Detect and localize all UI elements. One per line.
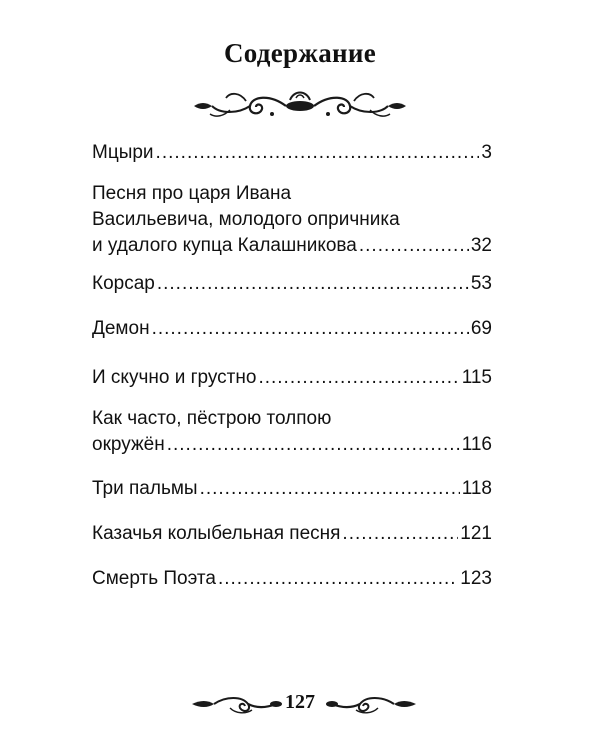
dot-leader bbox=[167, 432, 460, 458]
dot-leader bbox=[218, 566, 458, 592]
page-title: Содержание bbox=[223, 38, 377, 68]
dot-leader bbox=[200, 476, 460, 502]
toc-entry[interactable] bbox=[92, 365, 492, 391]
toc-page-number: 123 bbox=[460, 568, 492, 589]
toc-entry-title: Казачья колыбельная песня bbox=[92, 523, 341, 544]
page-number: 127 bbox=[285, 691, 315, 713]
toc-page-number: 53 bbox=[470, 273, 492, 294]
toc-page-number: 116 bbox=[461, 434, 492, 455]
toc-page-number: 69 bbox=[470, 318, 492, 339]
toc-entry[interactable] bbox=[92, 521, 492, 547]
toc-entry-title: Смерть Поэта bbox=[92, 568, 216, 589]
dot-leader bbox=[342, 521, 458, 547]
floral-divider-icon bbox=[190, 84, 410, 124]
toc-entry[interactable] bbox=[92, 271, 492, 297]
toc-entry-title: и удалого купца Калашникова bbox=[92, 235, 357, 256]
toc-page-number: 115 bbox=[461, 367, 492, 388]
toc-entry-title: Три пальмы bbox=[92, 478, 198, 499]
toc-entry[interactable] bbox=[92, 476, 492, 502]
toc-page-number: 118 bbox=[461, 478, 492, 499]
toc-entry-title: Васильевича, молодого опричника bbox=[92, 209, 400, 230]
toc-entry-title: Корсар bbox=[92, 273, 155, 294]
toc-entry-title: Как часто, пёстрою толпою bbox=[92, 408, 332, 429]
toc-page-number: 32 bbox=[470, 235, 492, 256]
toc-entry[interactable] bbox=[92, 406, 492, 458]
toc-entry[interactable] bbox=[92, 181, 492, 259]
toc-entry-title: И скучно и грустно bbox=[92, 367, 257, 388]
toc-entry[interactable] bbox=[92, 566, 492, 592]
dot-leader bbox=[258, 365, 459, 391]
toc-page-number: 3 bbox=[481, 142, 492, 163]
dot-leader bbox=[359, 233, 469, 259]
dot-leader bbox=[157, 271, 469, 297]
toc-entry-title: Демон bbox=[92, 318, 150, 339]
dot-leader bbox=[156, 140, 480, 166]
dot-leader bbox=[152, 316, 469, 342]
toc-entry-title: Песня про царя Ивана bbox=[92, 183, 292, 204]
toc-page-number: 121 bbox=[460, 523, 492, 544]
toc-entry[interactable] bbox=[92, 140, 492, 166]
toc-entry[interactable] bbox=[92, 316, 492, 342]
toc-entry-title: окружён bbox=[92, 434, 165, 455]
toc-entry-title: Мцыри bbox=[92, 142, 154, 163]
